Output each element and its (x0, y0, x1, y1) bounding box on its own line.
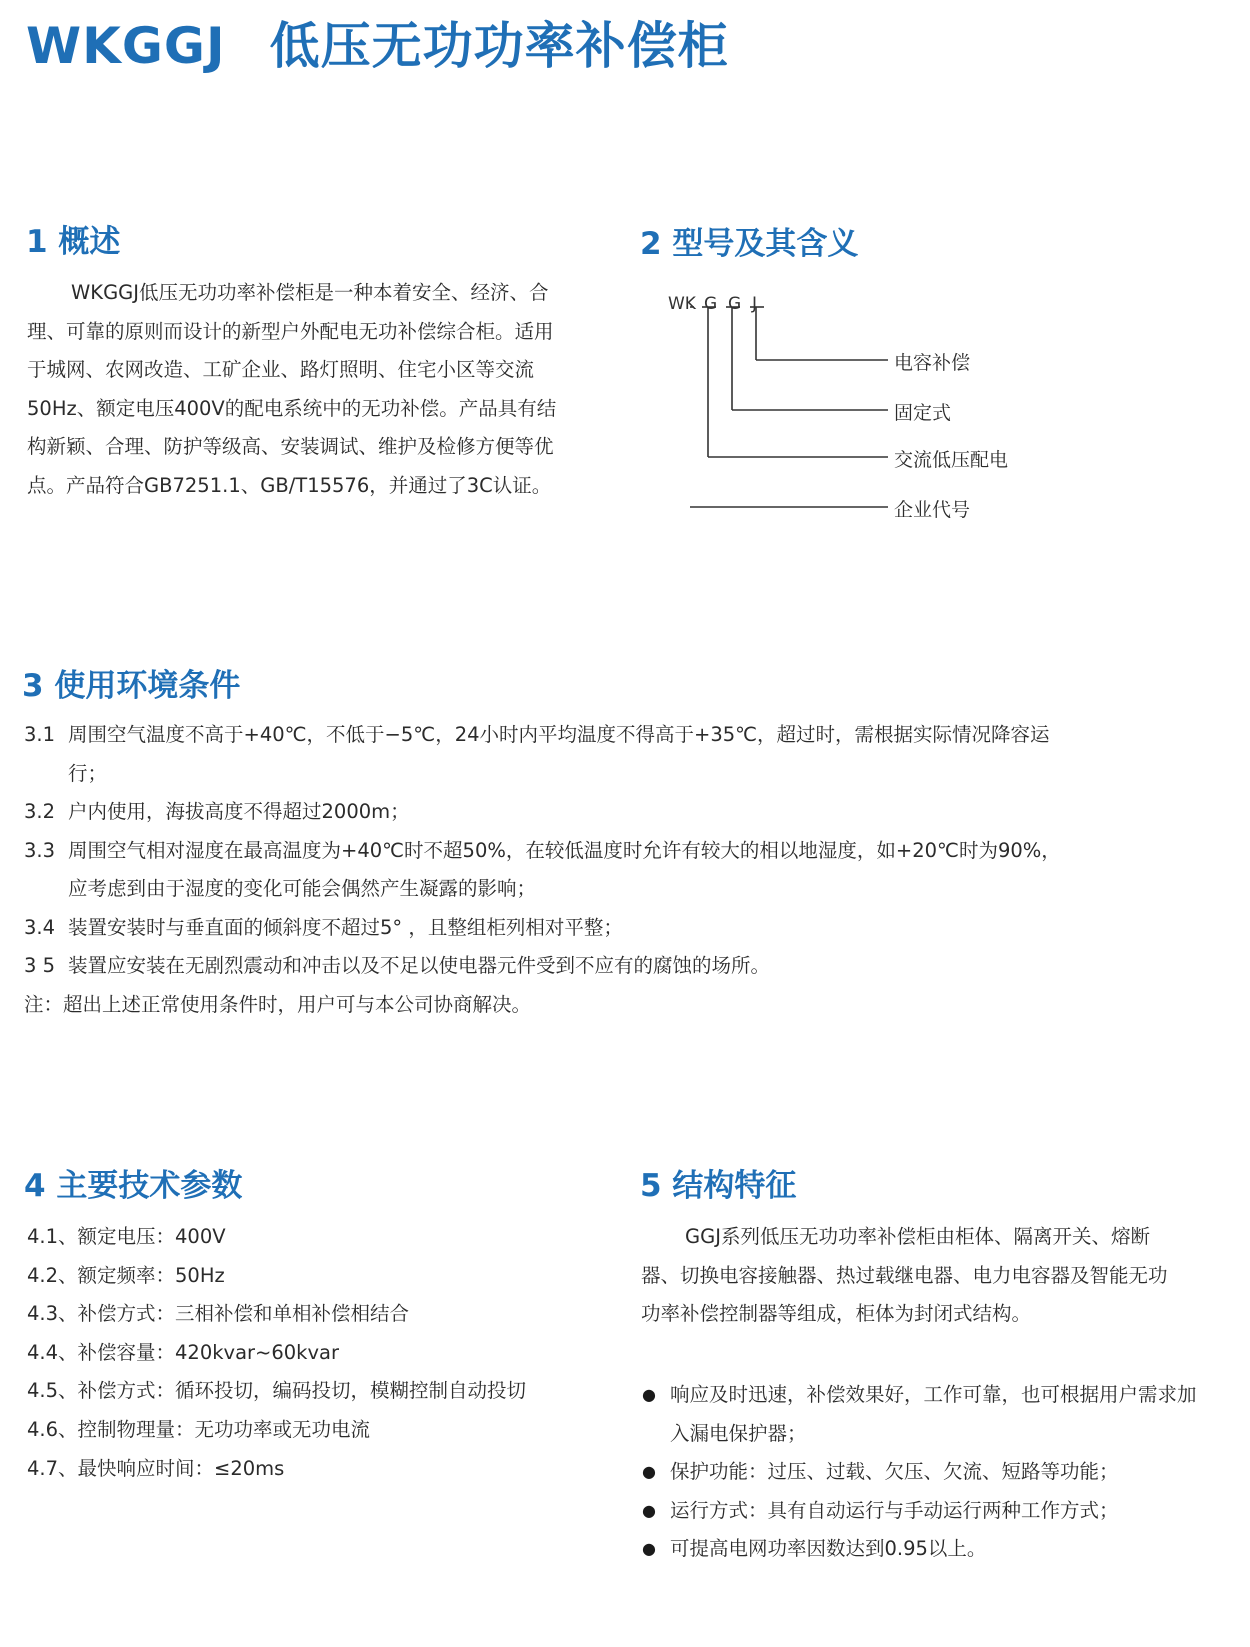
model-letter-g1: G (704, 294, 718, 314)
list-item: 4.2、额定频率：50Hz (27, 1263, 225, 1287)
bullet-icon: ● (642, 1500, 656, 1520)
conditions-note: 注：超出上述正常使用条件时，用户可与本公司协商解决。 (24, 992, 532, 1016)
list-item: 3.4 装置安装时与垂直面的倾斜度不超过5° ，且整组柜列相对平整； (24, 915, 623, 939)
overview-text: WKGGJ低压无功功率补偿柜是一种本着安全、经济、合理、可靠的原则而设计的新型户外配电无功补偿综合柜。适用于城网、农网改造、工矿企业、路灯照明、住宅小区等交流50Hz、额定电压400V的配电系统中的无功补偿。产品具有结构新颖、合理、防护等级高、安装调试、维护及检修方便等优点。产品符合GB7251.1、GB/T15576，并通过了3C认证。 (27, 281, 557, 497)
list-item: ● 可提高电网功率因数达到0.95以上。 (642, 1530, 1202, 1569)
model-meaning-company: 企业代号 (894, 499, 971, 521)
model-letter-j: J (752, 294, 758, 314)
list-item: 4.4、补偿容量：420kvar~60kvar (27, 1340, 339, 1364)
page-title (26, 6, 729, 78)
model-letter-wk: WK (668, 294, 696, 314)
list-item: ● 响应及时迅速，补偿效果好，工作可靠，也可根据用户需求加入漏电保护器； (642, 1376, 1202, 1453)
model-meaning-ac-lv: 交流低压配电 (894, 449, 1009, 471)
product-name: 低压无功功率补偿柜 (269, 17, 729, 75)
model-letter-g2: G (728, 294, 742, 314)
list-item: 4.1、额定电压：400V (27, 1225, 226, 1248)
model-meaning-fixed: 固定式 (894, 402, 952, 424)
list-item: 3.3 周围空气相对湿度在最高温度为+40℃时不超50%，在较低温度时允许有较大的相以地湿度，如+20℃时为90%，应考虑到由于湿度的变化可能会偶然产生凝露的影响； (24, 838, 1061, 900)
section-2-heading: 2 型号及其含义 (640, 226, 859, 262)
overview-paragraph (27, 274, 563, 505)
section-5-heading: 5 结构特征 (640, 1168, 797, 1204)
list-item: 4.6、控制物理量：无功功率或无功电流 (27, 1417, 371, 1441)
list-item: 3.2 户内使用，海拔高度不得超过2000m； (24, 800, 410, 823)
conditions-list (24, 716, 1064, 1024)
list-item: 4.3、补偿方式：三相补偿和单相补偿相结合 (27, 1302, 410, 1326)
list-item: 4.7、最快响应时间：≤20ms (27, 1456, 285, 1480)
product-code: WKGGJ (26, 17, 226, 75)
structure-paragraph (641, 1218, 1181, 1334)
section-4-heading: 4 主要技术参数 (24, 1168, 243, 1204)
section-1-heading: 1 概述 (26, 224, 121, 260)
bullet-icon: ● (642, 1462, 656, 1481)
bullet-icon: ● (642, 1539, 656, 1558)
tech-params-list (27, 1218, 526, 1488)
list-item: ● 运行方式：具有自动运行与手动运行两种工作方式； (642, 1492, 1202, 1531)
structure-text: GGJ系列低压无功功率补偿柜由柜体、隔离开关、熔断器、切换电容接触器、热过载继电器、电力电容器及智能无功功率补偿控制器等组成，柜体为封闭式结构。 (641, 1225, 1168, 1325)
model-diagram (668, 290, 1110, 550)
list-item: 3 5 装置应安装在无剧烈震动和冲击以及不足以使电器元件受到不应有的腐蚀的场所。 (24, 954, 771, 977)
list-item: ● 保护功能：过压、过载、欠压、欠流、短路等功能； (642, 1453, 1202, 1492)
features-list (642, 1376, 1202, 1569)
bullet-icon: ● (642, 1385, 656, 1404)
list-item: 4.5、补偿方式：循环投切，编码投切，模糊控制自动投切 (27, 1379, 527, 1403)
model-meaning-capacitor: 电容补偿 (894, 352, 971, 374)
list-item: 3.1 周围空气温度不高于+40℃，不低于−5℃，24小时内平均温度不得高于+35℃，超过时，需根据实际情况降容运行； (24, 723, 1050, 785)
section-3-heading: 3 使用环境条件 (22, 668, 241, 704)
